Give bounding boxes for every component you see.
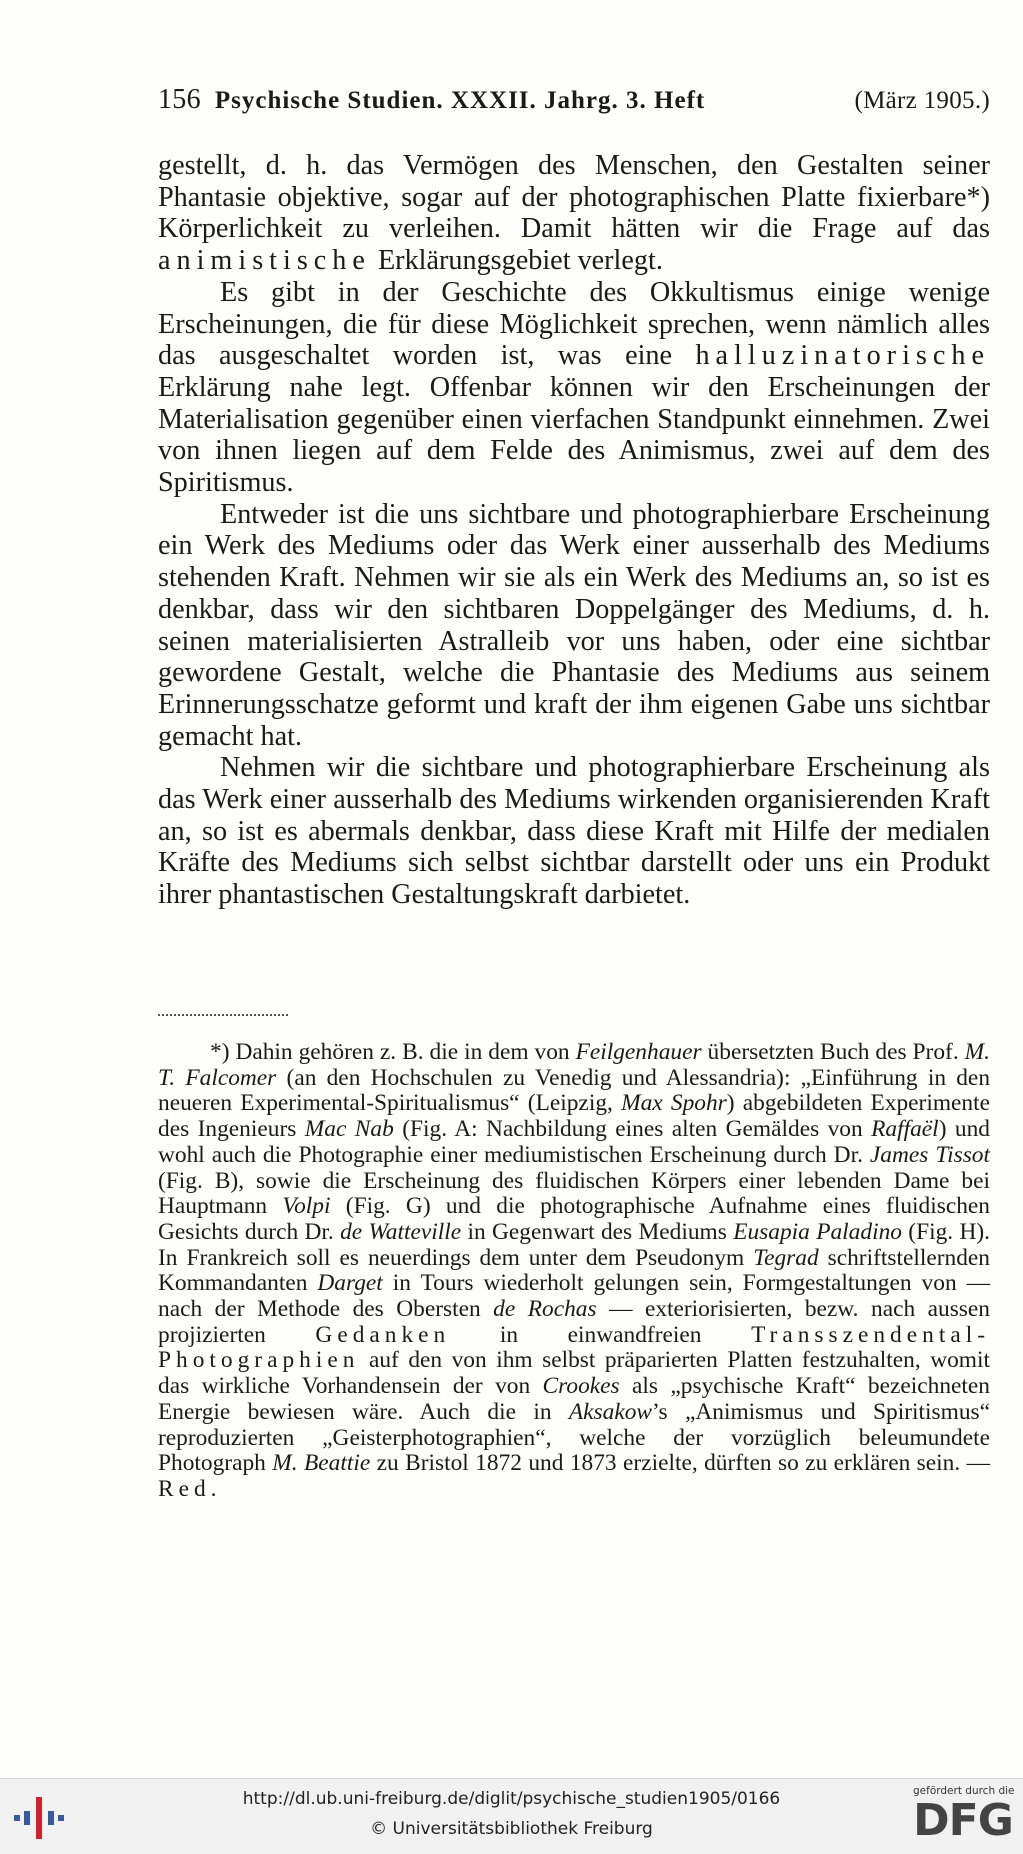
text-run: *) Dahin gehören z. B. die in dem von: [210, 1039, 576, 1065]
text-run: ) und wohl auch die Photographie einer mediumistischen Erscheinung durch Dr.: [158, 1116, 990, 1168]
footnote-paragraph: [158, 1040, 990, 1503]
italic-name: de Rochas: [493, 1296, 597, 1323]
running-title: Psychische Studien. XXXII. Jahrg. 3. Heft: [214, 87, 706, 114]
text-run: gestellt, d. h. das Vermögen des Menschen, den Gestalten seiner Phantasie objektive, sogar auf der photographischen Platte fixierbare*) Körperlichkeit zu verleihen. Damit hätten wir die Frage auf das: [158, 150, 990, 245]
viewer-footer: [0, 1778, 1023, 1854]
page-number: 156: [158, 84, 201, 115]
paragraph-2: [158, 277, 990, 499]
italic-name: M. T. Falcomer: [158, 1039, 990, 1091]
text-run: in einwandfreien: [450, 1321, 752, 1348]
paragraph-4: Nehmen wir die sichtbare und photographierbare Erscheinung als das Werk einer ausserhalb des Mediums wirkenden organisierenden Kraft an, so ist es abermals denkbar, dass diese Kraft mit Hilfe der medialen Kräfte des Mediums sich selbst sichtbar darstellt oder uns ein Produkt ihrer phantastischen Gestaltungskraft darbietet.: [158, 752, 990, 911]
italic-name: Aksakow: [568, 1398, 653, 1425]
text-run: Es gibt in der Geschichte des Okkultismus einige wenige Erscheinungen, die für diese Möglichkeit sprechen, wenn nämlich alles das ausgeschaltet worden ist, was eine: [158, 276, 990, 372]
dfg-wordmark: DFG: [913, 1795, 1013, 1846]
spaced-emphasis: animistische: [158, 245, 371, 277]
text-run: (Fig. G) und die photographische Aufnahme eines fluidischen Gesichts durch Dr.: [158, 1193, 990, 1245]
text-run: — exteriorisierten, bezw. nach aussen projizierten: [158, 1296, 990, 1348]
italic-name: James Tissot: [869, 1141, 990, 1168]
dfg-tagline: gefördert durch die: [913, 1785, 1015, 1797]
italic-name: Darget: [317, 1270, 383, 1297]
text-run: Erklärung nahe legt. Offenbar können wir den Erscheinungen der Materialisation gegenüber einen vierfachen Standpunkt einnehmen. Zwei von ihnen liegen auf dem Felde des Animismus, zwei auf dem des Spiritismus.: [158, 371, 990, 499]
footnote: [158, 1040, 990, 1503]
main-text: [158, 150, 990, 911]
paragraph-1: [158, 150, 990, 277]
dfg-logo[interactable]: [913, 1785, 1013, 1849]
italic-name: M. Beattie: [272, 1450, 371, 1477]
text-run: ) abgebildeten Experimente des Ingenieurs: [158, 1090, 990, 1143]
issue-date: (März 1905.): [854, 87, 990, 114]
text-run: in Gegenwart des Mediums: [461, 1218, 734, 1245]
text-run: als „psychische Kraft“ bezeichneten Energie bewiesen wäre. Auch die in: [158, 1373, 990, 1425]
copyright-notice: © Universitätsbibliothek Freiburg: [370, 1819, 653, 1839]
italic-name: Raffaël: [871, 1116, 939, 1143]
spaced-emphasis: Gedanken: [315, 1321, 451, 1348]
paragraph-3: Entweder ist die uns sichtbare und photographierbare Erscheinung ein Werk des Mediums oder das Werk einer ausserhalb des Mediums stehenden Kraft. Nehmen wir sie als ein Werk des Mediums an, so ist es denkbar, dass wir den sichtbaren Doppelgänger des Mediums, d. h. seinen materialisierten Astralleib vor uns haben, oder eine sichtbar gewordene Gestalt, welche die Phantasie des Mediums aus seinem Erinnerungsschatze geformt und kraft der ihm eigenen Gabe uns sichtbar gemacht hat.: [158, 498, 990, 752]
spaced-emphasis: Red.: [158, 1475, 222, 1502]
italic-name: de Watteville: [340, 1218, 462, 1245]
italic-name: Mac Nab: [304, 1116, 394, 1143]
running-header: [158, 84, 990, 116]
text-run: zu Bristol 1872 und 1873 erzielte, dürften so zu erklären sein. —: [370, 1450, 990, 1477]
italic-name: Crookes: [542, 1373, 620, 1400]
text-run: (an den Hochschulen zu Venedig und Alessandria): „Einführung in den neueren Experimental-Spiritualismus“ (Leipzig,: [158, 1064, 991, 1117]
text-run: schriftstellernden Kommandanten: [158, 1244, 991, 1297]
text-run: in Tours wiederholt gelungen sein, Formgestaltungen von — nach der Methode des Obersten: [158, 1270, 991, 1323]
spaced-emphasis: Transszendental-Photographien: [158, 1321, 990, 1374]
text-run: (Fig. B), sowie die Erscheinung des fluidischen Körpers einer lebenden Dame bei Hauptmann: [158, 1167, 990, 1220]
text-run: (Fig. A: Nachbildung eines alten Gemäldes von: [393, 1116, 872, 1143]
text-run: übersetzten Buch des Prof.: [701, 1039, 965, 1065]
permalink-url[interactable]: http://dl.ub.uni-freiburg.de/diglit/psychische_studien1905/0166: [242, 1789, 781, 1809]
italic-name: Volpi: [282, 1193, 331, 1220]
text-run: (Fig. H). In Frankreich soll es neuerdings dem unter dem Pseudonym: [158, 1218, 991, 1271]
spaced-emphasis: halluzinatorische: [695, 340, 990, 372]
italic-name: Max Spohr: [621, 1090, 727, 1117]
text-run: auf den von ihm selbst präparierten Platten festzuhalten, womit das wirkliche Vorhandensein der von: [158, 1347, 990, 1400]
footnote-separator: [158, 1014, 288, 1016]
italic-name: Eusapia Paladino: [733, 1218, 902, 1245]
italic-name: Tegrad: [753, 1244, 819, 1271]
text-run: Erklärungsgebiet verlegt.: [370, 245, 663, 277]
italic-name: Feilgenhauer: [575, 1039, 702, 1065]
text-run: ’s „Animismus und Spiritismus“ reproduzierten „Geisterphotographien“, welche der vorzüglich beleumundete Photograph: [158, 1398, 991, 1477]
